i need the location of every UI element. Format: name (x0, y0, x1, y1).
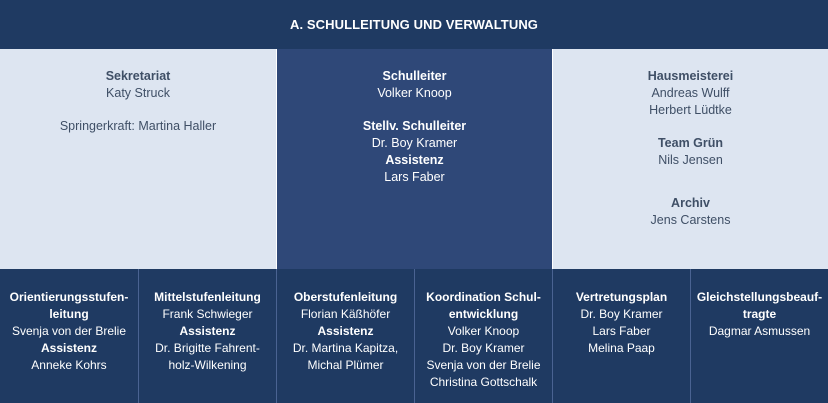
header-title (0, 0, 828, 49)
haus-title: Hausmeisterei (647, 69, 734, 83)
cell-oberstufe (277, 269, 414, 403)
cell-title: Koordination Schul- (426, 290, 541, 304)
archiv-title: Archiv (671, 196, 710, 210)
cell-assist-name: holz-Wilkening (168, 358, 247, 372)
cell-name: Dagmar Asmussen (708, 324, 811, 338)
sekretariat-title: Sekretariat (105, 69, 171, 83)
cell-gleichstellung (691, 269, 828, 403)
cell-assist-name: Dr. Martina Kapitza, (292, 341, 399, 355)
cell-assist-name: Michal Plümer (307, 358, 384, 372)
cell-name: Svenja von der Brelie (11, 324, 127, 338)
cell-title: Mittelstufenleitung (154, 290, 261, 304)
cell-title: Vertretungsplan (575, 290, 668, 304)
cell-title: entwicklung (448, 307, 519, 321)
schulleiter-name: Volker Knoop (377, 86, 452, 100)
assistenz-name: Lars Faber (384, 170, 445, 184)
cell-name: Dr. Boy Kramer (580, 307, 663, 321)
cell-assist-title: Assistenz (179, 324, 236, 338)
stellv-name: Dr. Boy Kramer (371, 136, 458, 150)
cell-name: Florian Käßhöfer (300, 307, 391, 321)
cell-name: Frank Schwieger (162, 307, 253, 321)
cell-assist-title: Assistenz (317, 324, 374, 338)
box-sekretariat (0, 49, 276, 269)
sekretariat-name: Katy Struck (106, 86, 170, 100)
cell-orientierungsstufe (0, 269, 138, 403)
cell-mittelstufe (139, 269, 276, 403)
team-name: Nils Jensen (658, 153, 723, 167)
springerkraft: Springerkraft: Martina Haller (59, 119, 217, 133)
assistenz-title: Assistenz (385, 153, 444, 167)
cell-name: Christina Gottschalk (429, 375, 538, 389)
stellv-title: Stellv. Schulleiter (362, 119, 467, 133)
cell-title: leitung (49, 307, 89, 321)
box-schulleitung (277, 49, 552, 269)
cell-name: Lars Faber (592, 324, 651, 338)
archiv-name: Jens Carstens (650, 213, 731, 227)
cell-title: tragte (742, 307, 777, 321)
cell-title: Oberstufenleitung (293, 290, 398, 304)
cell-vertretungsplan (553, 269, 690, 403)
cell-title: Gleichstellungsbeauf- (696, 290, 823, 304)
header-title-text: A. SCHULLEITUNG UND VERWALTUNG (289, 17, 539, 32)
cell-schulentwicklung (415, 269, 552, 403)
schulleiter-title: Schulleiter (382, 69, 447, 83)
cell-name: Dr. Boy Kramer (442, 341, 525, 355)
cell-assist-title: Assistenz (40, 341, 98, 355)
cell-name: Volker Knoop (447, 324, 520, 338)
bottom-row (0, 269, 828, 403)
box-hausmeisterei (553, 49, 828, 269)
cell-name: Svenja von der Brelie (426, 358, 541, 372)
haus-name-2: Herbert Lüdtke (649, 103, 732, 117)
haus-name-1: Andreas Wulff (651, 86, 730, 100)
cell-title: Orientierungsstufen- (9, 290, 129, 304)
cell-assist-name: Anneke Kohrs (31, 358, 107, 372)
team-title: Team Grün (657, 136, 724, 150)
cell-name: Melina Paap (588, 341, 655, 355)
cell-assist-name: Dr. Brigitte Fahrent- (155, 341, 260, 355)
